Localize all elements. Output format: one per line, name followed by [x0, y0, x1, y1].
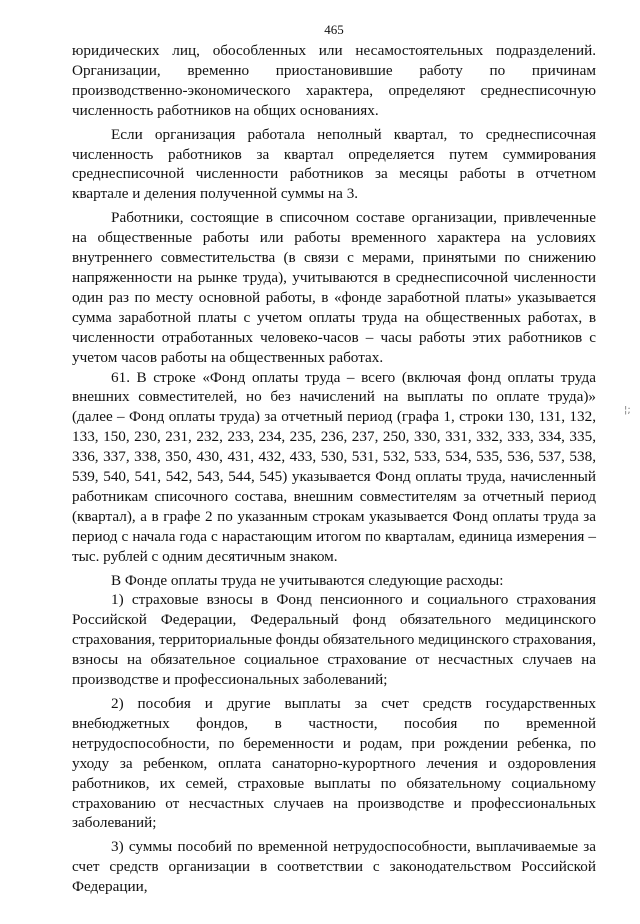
paragraph-excluded-expenses-intro: В Фонде оплаты труда не учитываются следующие расходы:: [111, 571, 504, 589]
document-page: [72, 22, 596, 897]
paragraph-continuation: юридических лиц, обособленных или несамостоятельных подразделений. Организации, временно приостановившие работу по причинам производственно-экономического характера, определяют среднесписочную численность работников на общих основаниях.: [72, 42, 596, 119]
paragraph-item-61: 61. В строке «Фонд оплаты труда – всего (включая фонд оплаты труда внешних совместителей, но без начислений на выплаты по оплате труда)» (далее – Фонд оплаты труда) за отчетный период (графа 1, строки 130, 131, 132, 133, 150, 230, 231, 232, 233, 234, 235, 236, 237, 250, 330, 331, 332, 333, 334, 335, 336, 337, 338, 350, 430, 431, 432, 433, 530, 531, 532, 533, 534, 535, 536, 537, 538, 539, 540, 541, 542, 543, 544, 545) указывается Фонд оплаты труда, начисленный работникам списочного состава, внешним совместителям за отчетный период (квартал), а в графе 2 по указанным строкам указывается Фонд оплаты труда за период с начала года с нарастающим итогом по кварталам, единица измерения – тыс. рублей с одним десятичным знаком.: [72, 368, 596, 565]
paragraph-public-works: Работники, состоящие в списочном составе организации, привлеченные на общественные работы или работы временного характера на условиях внутреннего совместительства (в связи с мерами, принятыми по снижению напряженности на рынке труда), учитываются в среднесписочной численности один раз по месту основной работы, в «фонде заработной платы» указывается сумма заработной платы с учетом оплаты труда на общественных работах, в численности отработанных человеко-часов – часы работы этих работников с учетом часов работы на общественных работах.: [72, 209, 596, 366]
paragraph-incomplete-quarter: Если организация работала неполный квартал, то среднесписочная численность работников за квартал определяется путем суммирования среднесписочной численности работников за месяцы работы в отчетном квартале и деления полученной суммы на 3.: [72, 125, 596, 203]
page-number: 465: [324, 22, 344, 37]
list-item-3: 3) суммы пособий по временной нетрудоспособности, выплачиваемые за счет средств организации в соответствии с законодательством Российской Федерации,: [72, 838, 596, 896]
margin-scan-mark: ¦;: [624, 405, 631, 416]
list-item-2: 2) пособия и другие выплаты за счет средств государственных внебюджетных фондов, в частности, пособия по временной нетрудоспособности, по беременности и родам, при рождении ребенка, по уходу за ребенком, оплата санаторно-курортного лечения и оздоровления работников, их семей, страховые выплаты по обязательному социальному страхованию от несчастных случаев на производстве и профессиональных заболеваний;: [72, 695, 596, 832]
list-item-1: 1) страховые взносы в Фонд пенсионного и социального страхования Российской Федерации, Федеральный фонд обязательного медицинского страхования, территориальные фонды обязательного медицинского страхования, взносы на обязательное социальное страхование от несчастных случаев на производстве и профессиональных заболеваний;: [72, 591, 596, 689]
